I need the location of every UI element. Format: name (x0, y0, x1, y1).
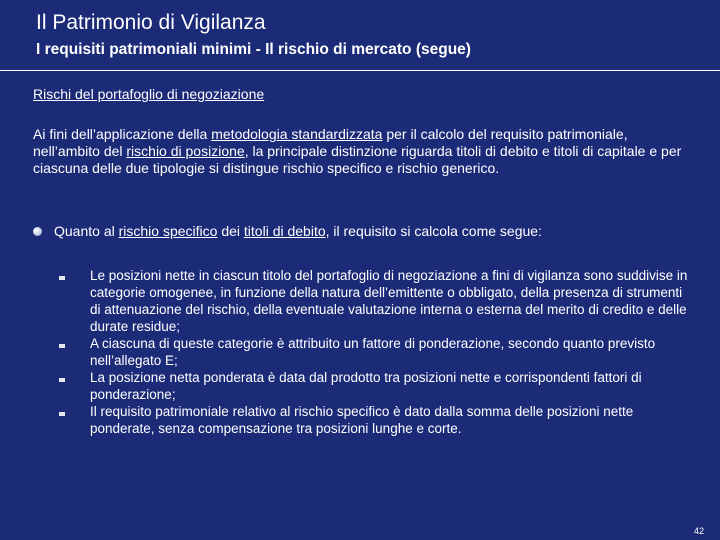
sub-bullet-item (58, 335, 688, 369)
sub-bullet-list (58, 267, 688, 437)
dash-bullet-icon (59, 276, 65, 280)
slide-title: Il Patrimonio di Vigilanza (36, 11, 266, 34)
intro-paragraph (33, 126, 693, 177)
dash-bullet-icon (59, 378, 65, 382)
sub-bullet-text: La posizione netta ponderata è data dal prodotto tra posizioni nette e corrispondenti fattori di ponderazione; (90, 370, 642, 402)
dash-bullet-icon (59, 344, 65, 348)
sub-bullet-item (58, 369, 688, 403)
intro-text-1: Ai fini dell’applicazione della (33, 126, 212, 142)
bullet-dot-icon (33, 227, 42, 236)
dash-bullet-icon (59, 412, 65, 416)
sub-bullet-text: Il requisito patrimoniale relativo al rischio specifico è dato dalla somma delle posizioni nette ponderate, senza compensazione tra posizioni lunghe e corte. (90, 404, 634, 436)
bullet-text-1: Quanto al (54, 223, 119, 239)
bullet-text-3: il requisito si calcola come segue: (329, 223, 542, 239)
intro-text-3: , la principale distinzione riguarda titoli di debito e titoli di capitale e per ciascuna delle due tipologie si distingue rischio specifico e rischio generico. (33, 143, 682, 176)
bullet-underlined-term-2: titoli di debito, (243, 223, 330, 239)
sub-bullet-text: A ciascuna di queste categorie è attribuito un fattore di ponderazione, secondo quanto previsto nell’allegato E; (90, 336, 656, 368)
bullet-underlined-term-1: rischio specifico (118, 223, 218, 239)
section-heading: Rischi del portafoglio di negoziazione (33, 86, 265, 102)
main-bullet-text (54, 223, 542, 240)
page-number: 42 (693, 526, 704, 536)
sub-bullet-text: Le posizioni nette in ciascun titolo del portafoglio di negoziazione a fini di vigilanza sono suddivise in categorie omogenee, in funzione della natura dell’emittente o obbligato, della presenza di strumenti di attenuazione del rischio, della eventuale valutazione interna o esterna del merito di credito e delle durate residue; (90, 268, 688, 334)
slide-subtitle: I requisiti patrimoniali minimi - Il rischio di mercato (segue) (36, 41, 471, 58)
sub-bullet-item (58, 267, 688, 335)
intro-text-2: per il calcolo del requisito patrimoniale, nell’ambito del (33, 126, 628, 159)
title-divider (0, 70, 720, 71)
sub-bullet-item (58, 403, 688, 437)
bullet-text-2: dei (217, 223, 244, 239)
intro-underlined-term-2: rischio di posizione (126, 143, 245, 159)
intro-underlined-term-1: metodologia standardizzata (211, 126, 383, 142)
